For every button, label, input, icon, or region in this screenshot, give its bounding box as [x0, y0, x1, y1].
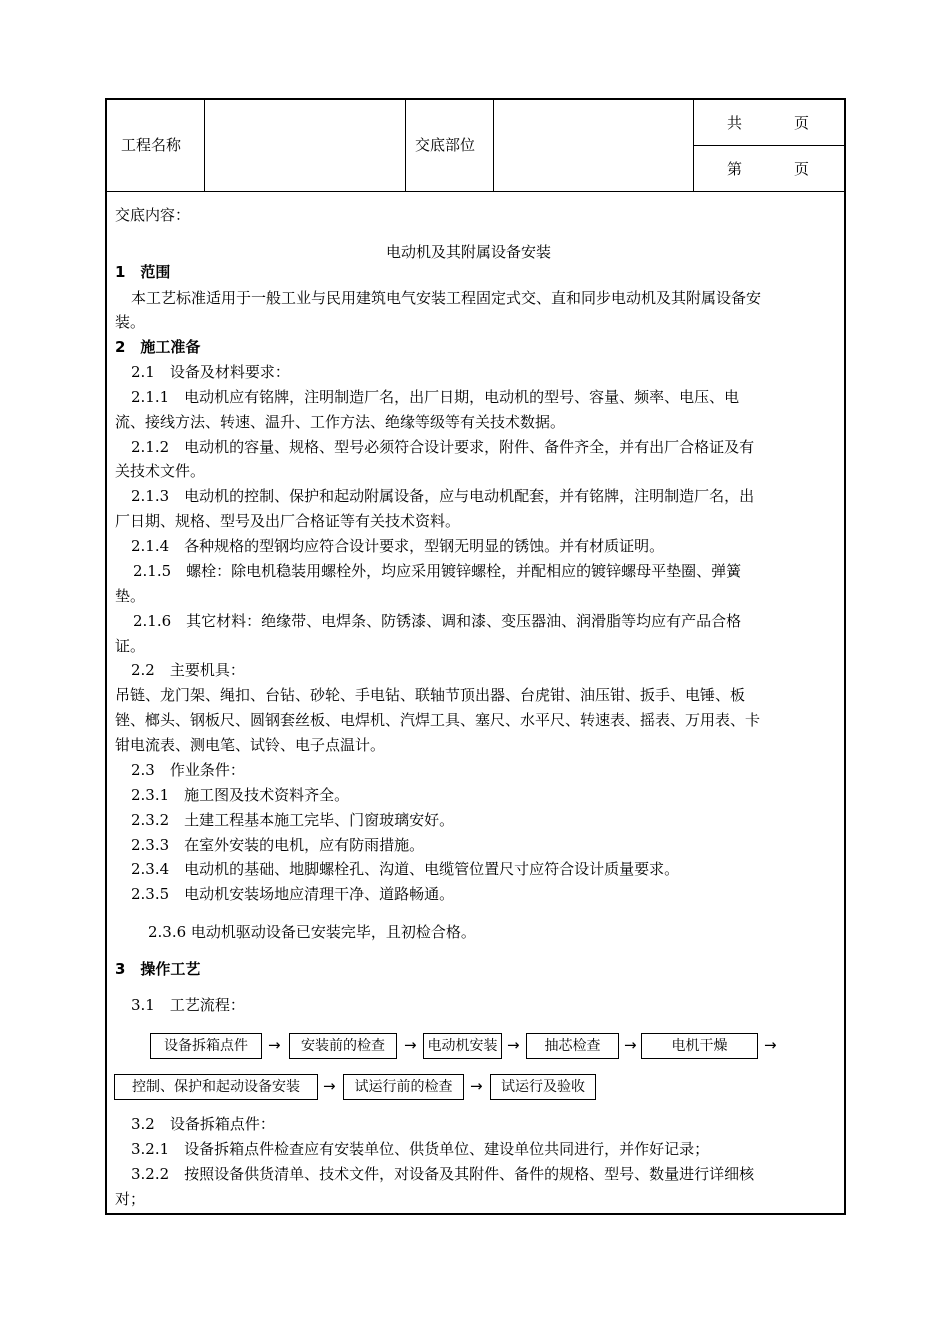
- section-3-2-1: 3.2.1 设备拆箱点件检查应有安装单位、供货单位、建设单位共同进行，并作好记录；: [131, 1140, 710, 1158]
- flow-arrow-icon: →: [764, 1036, 777, 1054]
- flow-step-pre-install-check: 安装前的检查: [289, 1033, 397, 1059]
- flow-arrow-icon: →: [404, 1036, 417, 1054]
- section-3-heading: 3 操作工艺: [115, 960, 201, 978]
- section-2-3-6: 2.3.6 电动机驱动设备已安装完毕，且初检合格。: [148, 923, 476, 941]
- section-2-1-6-line-1: 2.1.6 其它材料：绝缘带、电焊条、防锈漆、调和漆、变压器油、润滑脂等均应有产品合格: [133, 612, 742, 630]
- section-2-1-5-line-1: 2.1.5 螺栓：除电机稳装用螺栓外，均应采用镀锌螺栓，并配相应的镀锌螺母平垫圈、弹簧: [133, 562, 742, 580]
- section-2-3: 2.3 作业条件：: [131, 761, 245, 779]
- section-2-1-3-line-2: 厂日期、规格、型号及出厂合格证等有关技术资料。: [115, 512, 461, 530]
- flow-arrow-icon: →: [507, 1036, 520, 1054]
- col-divider-3: [493, 100, 494, 191]
- total-pages-unit: 页: [794, 114, 810, 132]
- section-2-3-4: 2.3.4 电动机的基础、地脚螺栓孔、沟道、电缆管位置尺寸应符合设计质量要求。: [131, 860, 680, 878]
- section-2-1-6-line-2: 证。: [115, 637, 146, 655]
- section-1-heading: 1 范围: [115, 263, 171, 281]
- section-2-1: 2.1 设备及材料要求：: [131, 363, 290, 381]
- section-3-1: 3.1 工艺流程：: [131, 996, 245, 1014]
- flow-step-core-inspection: 抽芯检查: [526, 1033, 619, 1059]
- section-2-1-2-line-1: 2.1.2 电动机的容量、规格、型号必须符合设计要求，附件、备件齐全，并有出厂合格证及有: [131, 438, 755, 456]
- section-3-2-2-line-1: 3.2.2 按照设备供货清单、技术文件，对设备及其附件、备件的规格、型号、数量进行详细核: [131, 1165, 755, 1183]
- document-title: 电动机及其附属设备安装: [386, 243, 552, 261]
- section-2-1-4: 2.1.4 各种规格的型钢均应符合设计要求，型钢无明显的锈蚀。并有材质证明。: [131, 537, 665, 555]
- section-2-1-3-line-1: 2.1.3 电动机的控制、保护和起动附属设备，应与电动机配套，并有铭牌，注明制造厂名，出: [131, 487, 755, 505]
- section-2-3-2: 2.3.2 土建工程基本施工完毕、门窗玻璃安好。: [131, 811, 455, 829]
- project-name-value[interactable]: [210, 136, 400, 154]
- section-2-3-1: 2.3.1 施工图及技术资料齐全。: [131, 786, 350, 804]
- flow-arrow-icon: →: [624, 1036, 637, 1054]
- project-name-label: 工程名称: [121, 136, 182, 154]
- page-count-divider: [693, 145, 844, 146]
- section-2-2-text-line-3: 钳电流表、测电笔、试铃、电子点温计。: [115, 736, 386, 754]
- section-2-heading: 2 施工准备: [115, 338, 201, 356]
- location-value[interactable]: [498, 136, 688, 154]
- col-divider-2: [405, 100, 406, 191]
- flow-step-pre-trial-check: 试运行前的检查: [343, 1074, 464, 1100]
- flow-step-control-device-install: 控制、保护和起动设备安装: [114, 1074, 318, 1100]
- section-2-1-5-line-2: 垫。: [115, 587, 146, 605]
- flow-arrow-icon: →: [268, 1036, 281, 1054]
- section-2-1-1-line-1: 2.1.1 电动机应有铭牌，注明制造厂名，出厂日期，电动机的型号、容量、频率、电压、电: [131, 388, 740, 406]
- header-divider: [107, 191, 844, 192]
- section-1-text-line-1: 本工艺标准适用于一般工业与民用建筑电气安装工程固定式交、直和同步电动机及其附属设备安: [131, 289, 762, 307]
- section-3-2-2-line-2: 对；: [115, 1190, 146, 1208]
- flow-arrow-icon: →: [470, 1077, 483, 1095]
- section-1-text-line-2: 装。: [115, 313, 146, 331]
- flow-arrow-icon: →: [323, 1077, 336, 1095]
- section-2-2-text-line-2: 锉、榔头、钢板尺、圆钢套丝板、电焊机、汽焊工具、塞尺、水平尺、转速表、摇表、万用表、卡: [115, 711, 761, 729]
- col-divider-1: [204, 100, 205, 191]
- flow-step-motor-install: 电动机安装: [423, 1033, 502, 1059]
- section-3-2: 3.2 设备拆箱点件：: [131, 1115, 275, 1133]
- flow-step-trial-run-acceptance: 试运行及验收: [490, 1074, 596, 1100]
- section-2-3-3: 2.3.3 在室外安装的电机，应有防雨措施。: [131, 836, 425, 854]
- section-2-1-2-line-2: 关技术文件。: [115, 462, 206, 480]
- section-2-3-5: 2.3.5 电动机安装场地应清理干净、道路畅通。: [131, 885, 455, 903]
- flow-step-motor-drying: 电机干燥: [641, 1033, 758, 1059]
- section-2-1-1-line-2: 流、接线方法、转速、温升、工作方法、绝缘等级等有关技术数据。: [115, 413, 566, 431]
- location-label: 交底部位: [415, 136, 476, 154]
- page-number-label: 第: [727, 160, 743, 178]
- section-2-2-text-line-1: 吊链、龙门架、绳扣、台钻、砂轮、手电钻、联轴节顶出器、台虎钳、油压钳、扳手、电锤、板: [115, 686, 746, 704]
- section-2-2: 2.2 主要机具：: [131, 661, 245, 679]
- total-pages-label: 共: [727, 114, 743, 132]
- intro-label: 交底内容：: [115, 206, 191, 224]
- flow-step-unpacking: 设备拆箱点件: [150, 1033, 262, 1059]
- page-number-unit: 页: [794, 160, 810, 178]
- col-divider-4: [693, 100, 694, 191]
